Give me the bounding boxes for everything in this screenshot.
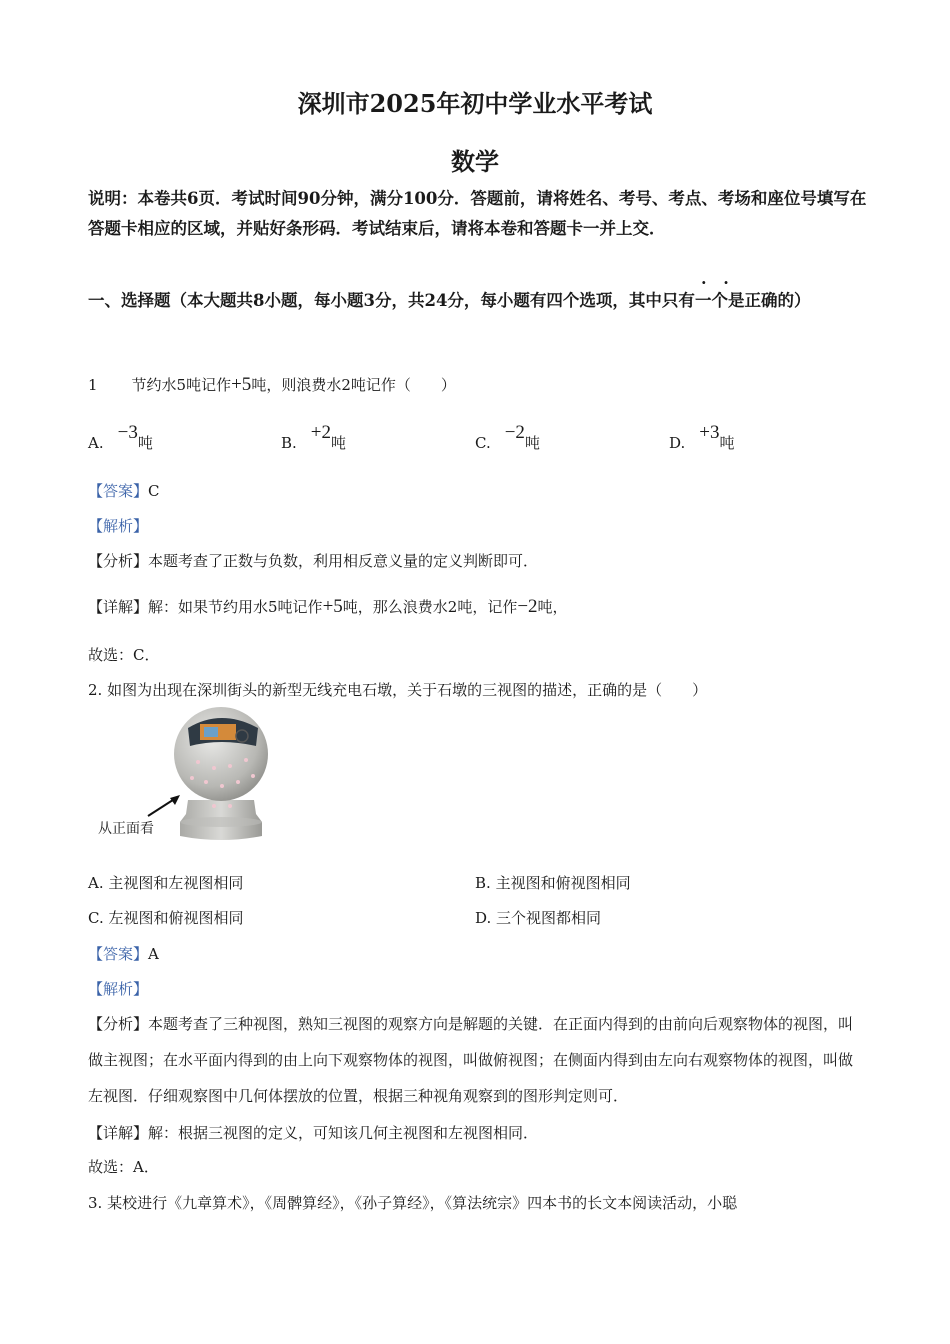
option-value: −2 bbox=[504, 422, 525, 443]
subject-title: 数学 bbox=[451, 147, 499, 176]
q1-answer bbox=[88, 480, 160, 501]
analysis-tag: 【分析】 bbox=[88, 1015, 149, 1033]
q2-jiexi-tag: 【解析】 bbox=[88, 980, 149, 998]
q2-stem: 2. 如图为出现在深圳街头的新型无线充电石墩，关于石墩的三视图的描述，正确的是（ ） bbox=[88, 681, 708, 699]
detail-text: 解：根据三视图的定义，可知该几何主视图和左视图相同． bbox=[148, 1124, 539, 1142]
option-label: A. bbox=[88, 874, 104, 892]
option-label: D. bbox=[669, 434, 686, 452]
figure-caption: 从正面看 bbox=[98, 821, 154, 837]
detail-tag: 【详解】 bbox=[88, 598, 149, 616]
option-text: 主视图和左视图相同 bbox=[108, 874, 244, 892]
option-value: −3 bbox=[117, 422, 138, 443]
option-text: 主视图和俯视图相同 bbox=[495, 874, 631, 892]
q2-option-d[interactable] bbox=[475, 907, 601, 928]
q1-stem-math: +5 bbox=[231, 374, 252, 395]
q1-number: 1 bbox=[88, 376, 98, 394]
q1-stem-text-a: 节约水5吨记作 bbox=[131, 376, 232, 394]
q2-detail bbox=[88, 1122, 538, 1143]
page-title: 深圳市2025年初中学业水平考试 bbox=[297, 89, 653, 118]
q1-jiexi-tag: 【解析】 bbox=[88, 517, 149, 535]
q2-option-a[interactable] bbox=[88, 872, 243, 893]
q2-option-b[interactable] bbox=[475, 872, 631, 893]
q2-analysis bbox=[88, 1006, 866, 1114]
answer-value: A bbox=[148, 945, 159, 963]
q1-option-b[interactable] bbox=[281, 422, 347, 454]
q1-option-c[interactable] bbox=[475, 422, 540, 454]
detail-tag: 【详解】 bbox=[88, 1124, 149, 1142]
option-value: +3 bbox=[699, 422, 720, 443]
detail-text-a: 解：如果节约用水5吨记作 bbox=[148, 598, 323, 616]
option-label: B. bbox=[281, 434, 297, 452]
section-heading-emphasis: · · 一个 bbox=[695, 280, 728, 322]
q2-option-c[interactable] bbox=[88, 907, 244, 928]
section-heading-tail: 是正确的） bbox=[727, 291, 811, 310]
analysis-tag: 【分析】 bbox=[88, 552, 149, 570]
section-heading-lead: 一、选择题（本大题共8小题，每小题3分，共24分，每小题有四个选项，其中只有 bbox=[88, 291, 695, 310]
q1-detail bbox=[88, 596, 568, 618]
answer-tag: 【答案】 bbox=[88, 945, 149, 963]
section-heading bbox=[88, 280, 878, 322]
option-unit: 吨 bbox=[524, 434, 540, 452]
option-label: C. bbox=[88, 909, 104, 927]
option-text: 左视图和俯视图相同 bbox=[108, 909, 244, 927]
option-label: A. bbox=[88, 434, 104, 452]
q2-answer bbox=[88, 943, 159, 964]
detail-math-2: −2 bbox=[517, 596, 538, 617]
q1-stem bbox=[88, 374, 456, 396]
option-label: D. bbox=[475, 909, 492, 927]
q1-option-d[interactable] bbox=[669, 422, 735, 454]
exam-instructions: 说明：本卷共6页．考试时间90分钟，满分100分．答题前，请将姓名、考号、考点、考场和座位号填写在答题卡相应的区域，并贴好条形码．考试结束后，请将本卷和答题卡一并上交． bbox=[88, 189, 867, 238]
option-label: C. bbox=[475, 434, 491, 452]
detail-text-c: 吨， bbox=[537, 598, 568, 616]
option-unit: 吨 bbox=[331, 434, 347, 452]
option-unit: 吨 bbox=[719, 434, 735, 452]
answer-value: C bbox=[148, 482, 160, 500]
q1-analysis bbox=[88, 550, 538, 571]
option-label: B. bbox=[475, 874, 491, 892]
option-unit: 吨 bbox=[137, 434, 153, 452]
q1-option-a[interactable] bbox=[88, 422, 153, 454]
detail-math-1: +5 bbox=[322, 596, 343, 617]
analysis-text: 本题考查了正数与负数，利用相反意义量的定义判断即可． bbox=[148, 552, 539, 570]
q3-stem: 3. 某校进行《九章算术》，《周髀算经》，《孙子算经》，《算法统宗》四本书的长文本阅读活动，小聪 bbox=[88, 1194, 738, 1212]
answer-tag: 【答案】 bbox=[88, 482, 149, 500]
q2-conclusion: 故选：A． bbox=[88, 1158, 159, 1176]
q1-stem-text-b: 吨，则浪费水2吨记作（ ） bbox=[251, 376, 456, 394]
analysis-text: 本题考查了三种视图，熟知三视图的观察方向是解题的关键．在正面内得到的由前向后观察物体的视图，叫做主视图；在水平面内得到的由上向下观察物体的视图，叫做俯视图；在侧面内得到由左向右观察物体的视图，叫做左视图．仔细观察图中几何体摆放的位置，根据三种视角观察到的图形判定则可． bbox=[88, 1015, 854, 1105]
option-value: +2 bbox=[310, 422, 332, 443]
detail-text-b: 吨，那么浪费水2吨，记作 bbox=[342, 598, 518, 616]
option-text: 三个视图都相同 bbox=[496, 909, 602, 927]
q1-conclusion: 故选：C． bbox=[88, 646, 160, 664]
